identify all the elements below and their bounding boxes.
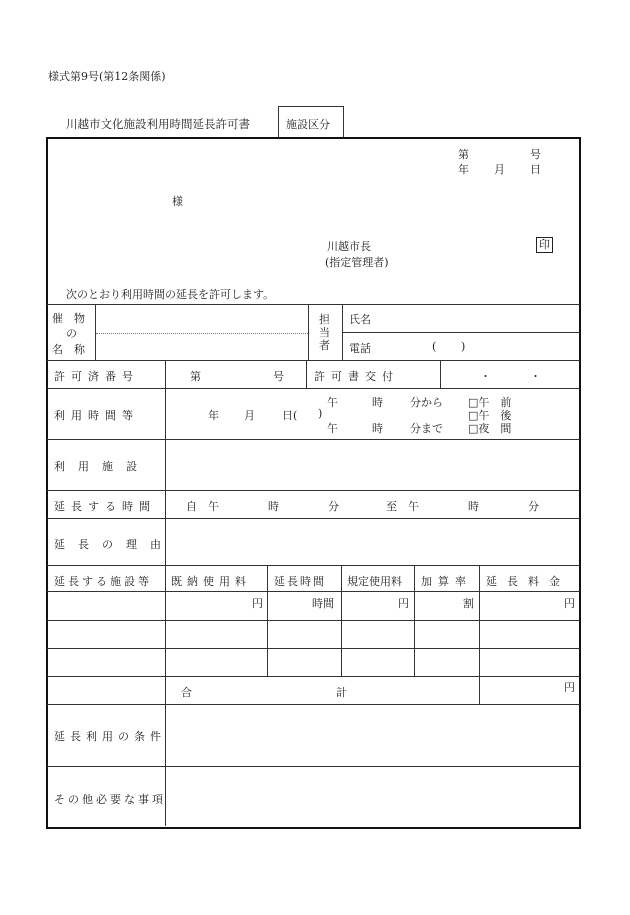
usage-to-min: 分まで [410,422,443,435]
extend-from-hour: 時 [268,500,279,513]
form-number: 様式第9号(第12条関係) [48,70,166,83]
seal-stamp: 印 [536,237,553,253]
extend-to: 至 午 [386,500,419,513]
permit-label: 許可済番号 [54,370,139,383]
name-label: 氏名 [349,313,371,326]
fee-header-facility: 延長する施設等 [54,575,152,588]
usage-from-am: 午 [327,396,338,409]
permit-issue-label: 許可書交付 [314,370,399,383]
reason-label: 延長の理由 [54,538,174,551]
option-am-checkbox[interactable]: □午 前 [468,396,512,409]
facility-category-label: 施設区分 [286,118,330,131]
issuer-sub: (指定管理者) [325,256,389,269]
phone-paren-open: ( [432,340,437,353]
unit-standard-yen: 円 [398,597,409,610]
contact-label-2: 当 [319,326,330,339]
usage-day-close: ) [318,407,323,420]
event-label-bottom: 名 称 [52,343,85,356]
month-label: 月 [494,163,505,176]
year-label: 年 [458,163,469,176]
permit-number-suffix: 号 [273,370,284,383]
permit-dot-1: ・ [480,370,491,383]
option-night-checkbox[interactable]: □夜 間 [468,422,512,435]
extend-from-min: 分 [328,500,339,513]
issuer: 川越市長 [327,240,371,253]
contact-label-3: 者 [319,339,330,352]
phone-paren-close: ) [461,340,466,353]
usage-year: 年 [208,409,219,422]
fee-header-extension: 延長料金 [486,575,570,588]
total-label-1: 合 [181,686,192,699]
option-pm-checkbox[interactable]: □午 後 [468,409,512,422]
number-suffix: 号 [530,148,541,161]
fee-header-time: 延長時間 [274,575,326,588]
usage-from-min: 分から [410,396,443,409]
usage-month: 月 [244,409,255,422]
fee-header-paid: 既納使用料 [171,575,251,588]
other-label: その他必要な事項 [54,793,166,806]
addressee-suffix: 様 [172,195,183,208]
permission-statement: 次のとおり利用時間の延長を許可します。 [66,288,275,301]
unit-extension-yen: 円 [564,597,575,610]
unit-paid-yen: 円 [252,597,263,610]
number-prefix: 第 [458,148,469,161]
fee-header-rate: 加算率 [421,575,472,588]
usage-to-am: 午 [327,422,338,435]
event-label-top: 催 物 [52,312,85,325]
total-label-2: 計 [336,686,347,699]
extend-to-hour: 時 [468,500,479,513]
contact-label-1: 担 [319,313,330,326]
unit-hours: 時間 [312,597,334,610]
permit-number-prefix: 第 [190,370,201,383]
total-unit: 円 [564,681,575,694]
extend-time-label: 延長する時間 [54,500,156,513]
form-border-top [46,137,581,139]
usage-day: 日( [282,409,298,422]
extend-to-min: 分 [528,500,539,513]
usage-from-hour: 時 [372,396,383,409]
day-label: 日 [530,163,541,176]
usage-time-label: 利用時間等 [54,409,139,422]
event-label-mid: の [66,327,77,340]
phone-label: 電話 [349,342,371,355]
unit-rate: 割 [463,597,474,610]
fee-header-standard: 規定使用料 [347,575,402,588]
permit-dot-2: ・ [530,370,541,383]
usage-to-hour: 時 [372,422,383,435]
conditions-label: 延長利用の条件 [54,730,166,743]
facility-label: 利用施設 [54,460,150,473]
extend-from: 自 午 [186,500,219,513]
form-title: 川越市文化施設利用時間延長許可書 [66,117,250,131]
